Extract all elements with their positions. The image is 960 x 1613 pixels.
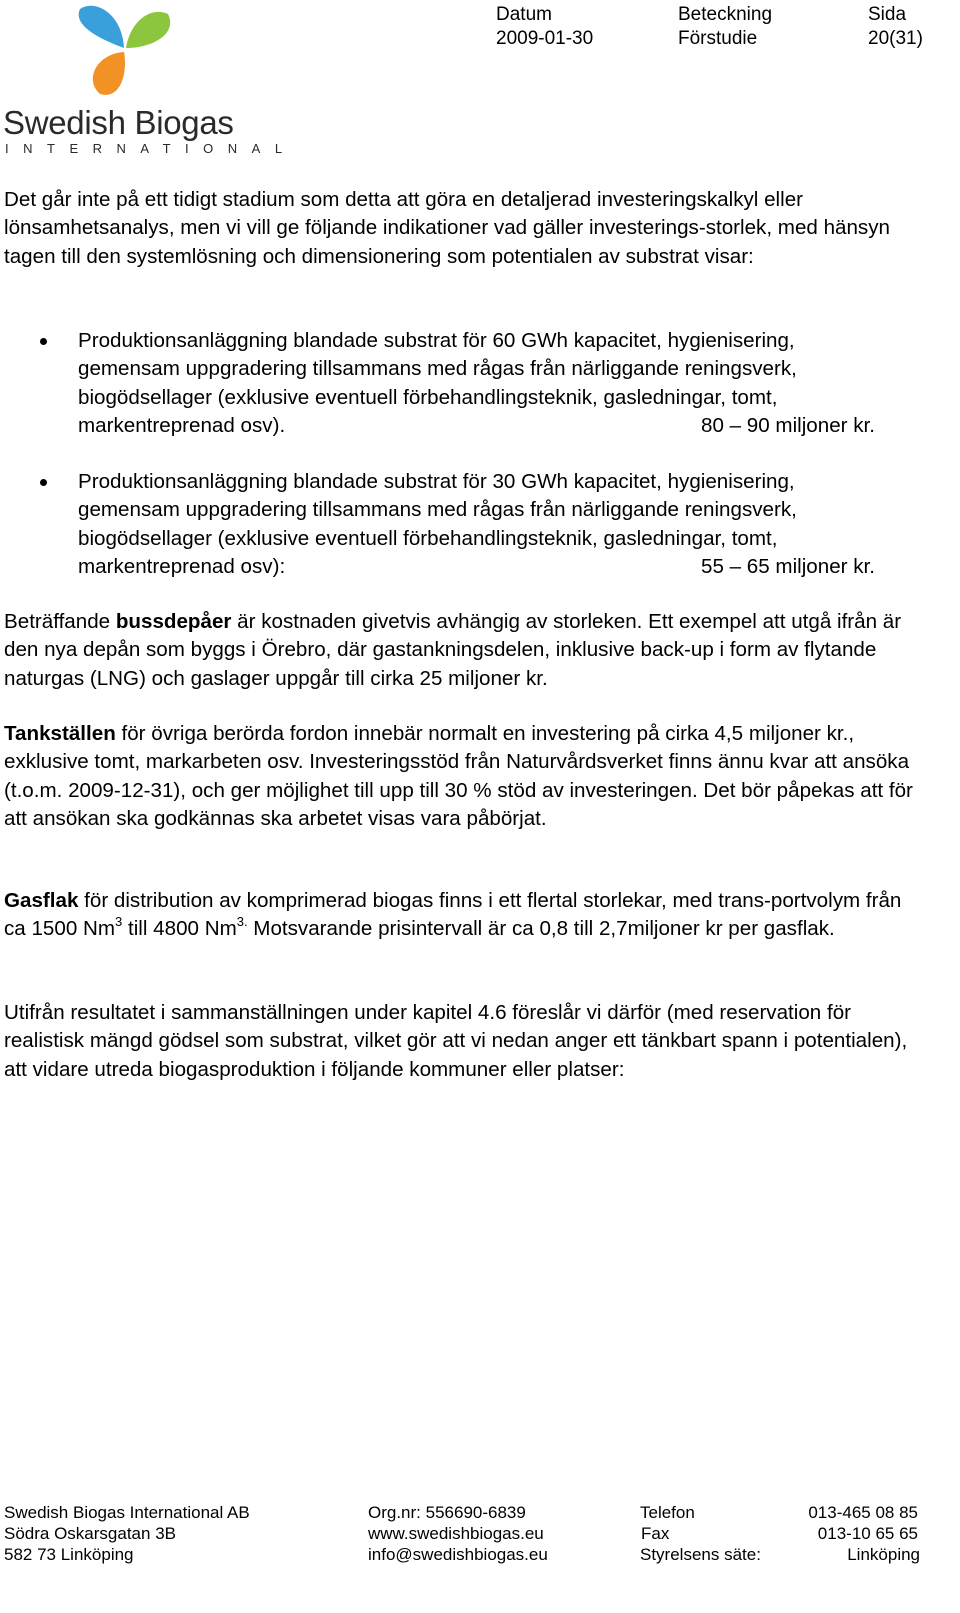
bus-depot-paragraph	[4, 608, 939, 693]
investment-amount: 55 – 65 miljoner kr.	[701, 555, 875, 579]
text-run: till 4800 Nm	[122, 917, 237, 941]
bullet-icon	[40, 338, 47, 345]
bold-term: bussdepåer	[115, 610, 232, 633]
intro-paragraph: Det går inte på ett tidigt stadium som detta att göra en detaljerad investeringskalkyl eller lönsamhetsanalys, men vi vill ge följande indikationer vad gäller investerings-storlek, med hänsyn tagen till den systemlösning och dimensionering som potentialen av substrat visar:	[4, 188, 890, 268]
bold-term: Gasflak	[4, 889, 79, 912]
text-run: för distribution av komprimerad biogas finns i ett flertal storlekar, med trans-portvolym från ca 1500 Nm	[4, 889, 902, 941]
bullet-line: gemensam uppgradering tillsammans med rågas från närliggande reningsverk,	[78, 357, 797, 381]
company-logo	[0, 0, 297, 160]
footer	[0, 1500, 960, 1610]
header-page-label: Sida	[868, 4, 907, 25]
footer-website-link[interactable]: www.swedishbiogas.eu	[368, 1524, 544, 1543]
bullet-line: markentreprenad osv):	[78, 555, 286, 579]
superscript: 3.	[236, 914, 248, 930]
conclusion-paragraph: Utifrån resultatet i sammanställningen under kapitel 4.6 föreslår vi därför (med reservation för realistisk mängd gödsel som substrat, vilket gör att vi nedan anger ett tänkbart spann i potentialen), att vidare utreda biogasproduktion i följande kommuner eller platser:	[4, 1001, 908, 1081]
footer-phone-value: 013-465 08 85	[808, 1503, 918, 1522]
bold-term: Tankställen	[4, 722, 116, 745]
header-page-value: 20(31)	[868, 28, 923, 49]
header-date-label: Datum	[496, 4, 552, 25]
footer-seat-label: Styrelsens säte:	[640, 1545, 761, 1564]
bullet-line: gemensam uppgradering tillsammans med rågas från närliggande reningsverk,	[78, 498, 797, 522]
bullet-line: markentreprenad osv).	[78, 414, 286, 438]
superscript: 3	[115, 914, 123, 930]
investment-bullet-list-2	[40, 468, 940, 582]
list-item	[40, 327, 940, 441]
bullet-line: biogödsellager (exklusive eventuell förbehandlingsteknik, gasledningar, tomt,	[78, 385, 778, 409]
footer-seat-value: Linköping	[847, 1545, 920, 1564]
header-designation-label: Beteckning	[678, 4, 773, 25]
text-run: för övriga berörda fordon innebär normalt en investering på cirka 4,5 miljoner kr., exklusive tomt, markarbeten osv. Investeringsstöd från Naturvårdsverket finns ännu kvar att ansöka (t.o.m. 2009-12-31), och ger möjlighet till upp till 30 % stöd av investeringen. Det bör påpekas att för att ansökan ska godkännas ska arbetet visas vara påbörjat.	[4, 722, 913, 831]
investment-amount: 80 – 90 miljoner kr.	[701, 414, 875, 438]
logo-name: Swedish Biogas	[3, 104, 234, 141]
bullet-icon	[40, 479, 47, 486]
bullet-line: Produktionsanläggning blandade substrat för 60 GWh kapacitet, hygienisering,	[78, 329, 795, 352]
filling-station-paragraph	[4, 720, 939, 834]
list-item	[40, 468, 940, 582]
footer-orgnr: Org.nr: 556690-6839	[368, 1503, 526, 1522]
footer-email-link[interactable]: info@swedishbiogas.eu	[368, 1545, 548, 1564]
footer-fax-label: Fax	[641, 1524, 670, 1543]
header-designation-value: Förstudie	[678, 28, 758, 49]
footer-company: Swedish Biogas International AB	[4, 1503, 250, 1522]
footer-phone-label: Telefon	[640, 1503, 695, 1522]
bullet-line: Produktionsanläggning blandade substrat för 30 GWh kapacitet, hygienisering,	[78, 470, 795, 493]
logo-subtitle: INTERNATIONAL	[5, 141, 297, 156]
bullet-line: biogödsellager (exklusive eventuell förbehandlingsteknik, gasledningar, tomt,	[78, 526, 778, 550]
header-date-value: 2009-01-30	[496, 28, 594, 49]
text-run: är kostnaden givetvis avhängig av storleken. Ett exempel att utgå ifrån är den nya depån som byggs i Örebro, där gastankningsdelen, inklusive back-up i form av flytande naturgas (LNG) och gaslager uppgår till cirka 25 miljoner kr.	[4, 610, 902, 690]
investment-bullet-list	[40, 327, 940, 441]
biogas-leaves-icon	[0, 0, 250, 110]
text-run: Motsvarande prisintervall är ca 0,8 till 2,7miljoner kr per gasflak.	[247, 917, 835, 941]
footer-street: Södra Oskarsgatan 3B	[4, 1524, 176, 1543]
gas-trailer-paragraph	[4, 887, 916, 944]
text-run: Beträffande	[4, 610, 116, 633]
footer-city: 582 73 Linköping	[4, 1545, 134, 1564]
footer-fax-value: 013-10 65 65	[817, 1524, 918, 1543]
